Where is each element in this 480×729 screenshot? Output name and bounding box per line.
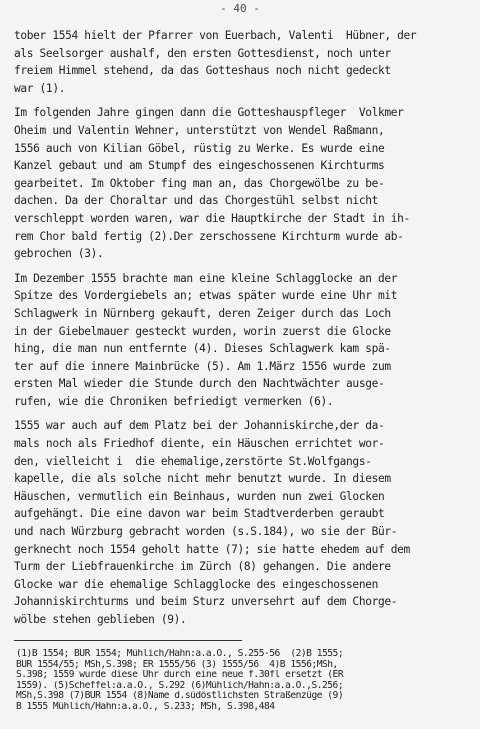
text-line: Im Dezember 1555 brachte man eine kleine Schlagglocke an der	[14, 271, 398, 285]
footnote-line: MSh,S.398 (7)BUR 1554 (8)Name d.südöstlichsten Straßenzüge (9)	[16, 691, 344, 702]
paragraph	[14, 27, 474, 97]
text-line: gerknecht noch 1554 geholt hatte (7); sie hatte ehedem auf dem	[14, 542, 410, 556]
text-line: dachen. Da der Choraltar und das Chorgestühl selbst nicht	[14, 194, 378, 208]
text-line: tober 1554 hielt der Pfarrer von Euerbach, Valenti Hübner, der	[14, 29, 417, 42]
text-line: den, vielleicht i die ehemalige,zerstörte St.Wolfgangs-	[14, 454, 372, 468]
text-line: Turm der Liebfrauenkirche im Zürch (8) gehangen. Die andere	[14, 560, 391, 574]
footnotes	[16, 649, 476, 713]
text-line: verschleppt worden waren, war die Hauptkirche der Stadt in ih-	[14, 211, 410, 225]
text-line: ter auf die innere Mainbrücke (5). Am 1.März 1556 wurde zum	[14, 359, 391, 373]
paragraph	[14, 417, 474, 628]
text-line: hing, die man nun entfernte (4). Dieses Schlagwerk kam spä-	[14, 342, 391, 356]
text-line: Glocke war die ehemalige Schlagglocke des eingeschossenen	[14, 577, 378, 591]
text-line: wölbe stehen geblieben (9).	[14, 613, 187, 626]
text-line: mals noch als Friedhof diente, ein Häuschen errichtet wor-	[14, 437, 385, 451]
text-line: Häuschen, vermutlich ein Beinhaus, wurden nun zwei Glocken	[14, 489, 385, 503]
footnote-divider	[14, 640, 242, 641]
text-line: gearbeitet. Im Oktober fing man an, das Chorgewölbe zu be-	[14, 176, 385, 190]
text-line: Johanniskirchturms und beim Sturz unversehrt auf dem Chorge-	[14, 595, 398, 609]
text-line: gebrochen (3).	[14, 247, 104, 261]
text-line: in der Giebelmauer gesteckt wurden, worin zuerst die Glocke	[14, 324, 391, 338]
text-line: kapelle, die als solche nicht mehr benutzt wurde. In diesem	[14, 472, 391, 486]
footnote-line: S.398; 1559 wurde diese Uhr durch eine neue f.30fl ersetzt (ER	[16, 670, 344, 681]
text-line: 1555 war auch auf dem Platz bei der Johanniskirche,der da-	[14, 419, 385, 433]
footnote-line: BUR 1554/55; MSh,S.398; ER 1555/56 (3) 1555/56 4)B 1556;MSh,	[16, 659, 338, 670]
footnote-line: B 1555 Mühlich/Hahn:a.a.O., S.233; MSh, S.398,484	[16, 701, 275, 712]
text-line: rufen, wie die Chroniken befriedigt vermerken (6).	[14, 394, 334, 408]
text-line: war (1).	[14, 81, 66, 95]
text-line: aufgehängt. Die eine davon war beim Stadtverderben geraubt	[14, 507, 385, 521]
text-line: als Seelsorger aushalf, den ersten Gottesdienst, noch unter	[14, 46, 391, 60]
footnote-line: (1)B 1554; BUR 1554; Mühlich/Hahn:a.a.O., S.255-56 (2)B 1555;	[16, 649, 344, 659]
paragraph	[14, 270, 474, 411]
text-line: ersten Mal wieder die Stunde durch den Nachtwächter ausge-	[14, 377, 385, 391]
text-line: Kanzel gebaut und am Stumpf des eingeschossenen Kirchturms	[14, 159, 385, 173]
body-text	[14, 27, 474, 636]
footnote-line: 1559). (5)Scheffel:a.a.O., S.292 (6)Mühlich/Hahn:a.a.O.,S.256;	[16, 680, 344, 691]
text-line: Spitze des Vordergiebels an; etwas später wurde eine Uhr mit	[14, 289, 398, 303]
text-line: freiem Himmel stehend, da das Gotteshaus noch nicht gedeckt	[14, 64, 391, 78]
text-line: rem Chor bald fertig (2).Der zerschossene Kirchturm wurde ab-	[14, 229, 404, 243]
text-line: 1556 auch von Kilian Göbel, rüstig zu Werke. Es wurde eine	[14, 141, 385, 155]
page-number: - 40 -	[220, 2, 260, 15]
text-line: Oheim und Valentin Wehner, unterstützt von Wendel Raßmann,	[14, 123, 385, 137]
paragraph	[14, 104, 474, 262]
text-line: und nach Würzburg gebracht worden (s.S.184), wo sie der Bür-	[14, 525, 398, 539]
text-line: Im folgenden Jahre gingen dann die Gotteshauspfleger Volkmer	[14, 106, 404, 120]
text-line: Schlagwerk in Nürnberg gekauft, deren Zeiger durch das Loch	[14, 306, 391, 320]
